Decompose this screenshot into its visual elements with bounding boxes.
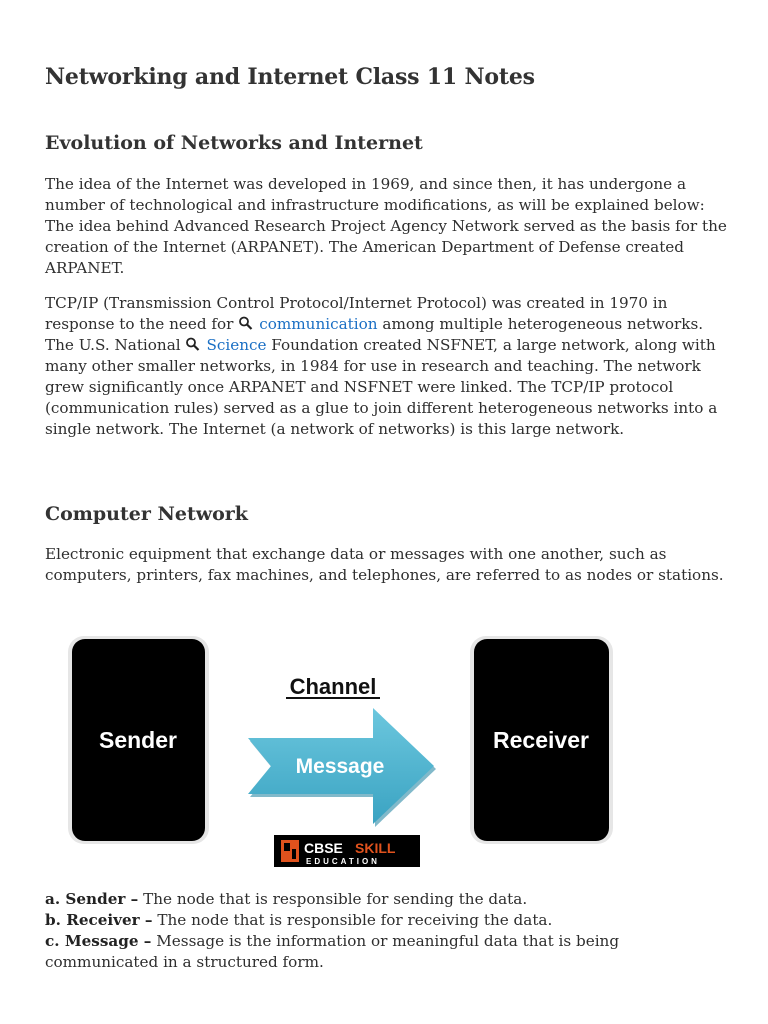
definition-term: b. Receiver – <box>45 911 153 929</box>
link-science[interactable]: Science <box>206 336 267 354</box>
logo-education: EDUCATION <box>306 857 380 866</box>
sender-node <box>68 636 209 844</box>
paragraph-evolution-2 <box>45 293 731 440</box>
cbse-skill-education-logo <box>274 835 420 867</box>
paragraph-text: among multiple heterogeneous networks. The U.S. National <box>45 315 704 354</box>
message-label: Message <box>295 755 385 778</box>
paragraph-computer-network: Electronic equipment that exchange data or messages with one another, such as computers, printers, fax machines, and telephones, are referred to as nodes or stations. <box>45 545 724 584</box>
section-heading-evolution: Evolution of Networks and Internet <box>45 132 423 154</box>
definition-term: c. Message – <box>45 932 152 950</box>
definition-text: Message is the information or meaningful data that is being communicated in a structured form. <box>45 932 620 971</box>
definition-receiver <box>45 910 731 931</box>
paragraph-evolution-1: The idea of the Internet was developed in 1969, and since then, it has undergone a number of technological and infrastructure modifications, as will be explained below: The idea behind Advanced Research Project Agency Network served as the basis for the creation of the Internet (ARPANET). The American Department of Defense created ARPANET. <box>45 175 727 277</box>
definition-term: a. Sender – <box>45 890 139 908</box>
sender-label: Sender <box>99 727 177 753</box>
logo-cbse: CBSE <box>304 840 343 856</box>
definition-text: The node that is responsible for receiving the data. <box>152 911 553 929</box>
channel-label-group <box>286 674 380 699</box>
definition-sender <box>45 889 731 910</box>
definitions-list <box>45 889 731 973</box>
network-diagram <box>68 636 613 871</box>
logo-skill: SKILL <box>355 840 396 856</box>
receiver-node <box>470 636 613 844</box>
message-arrow <box>248 708 436 827</box>
page-title: Networking and Internet Class 11 Notes <box>45 64 535 90</box>
search-icon[interactable] <box>185 337 201 351</box>
definition-message <box>45 931 731 973</box>
paragraph-text: Foundation created NSFNET, a large network, along with many other smaller networks, in 1984 for use in research and teaching. The network grew significantly once ARPANET and NSFNET were linked. The TCP/IP protocol (communication rules) served as a glue to join different heterogeneous networks into a single network. The Internet (a network of networks) is this large network. <box>45 336 718 438</box>
channel-label: Channel <box>289 674 377 699</box>
link-communication[interactable]: communication <box>259 315 378 333</box>
paragraph-text: TCP/IP (Transmission Control Protocol/Internet Protocol) was created in 1970 in response to the need for <box>45 294 668 333</box>
section-heading-computer-network: Computer Network <box>45 503 248 525</box>
receiver-label: Receiver <box>493 727 589 753</box>
definition-text: The node that is responsible for sending the data. <box>138 890 528 908</box>
search-icon[interactable] <box>238 316 254 330</box>
